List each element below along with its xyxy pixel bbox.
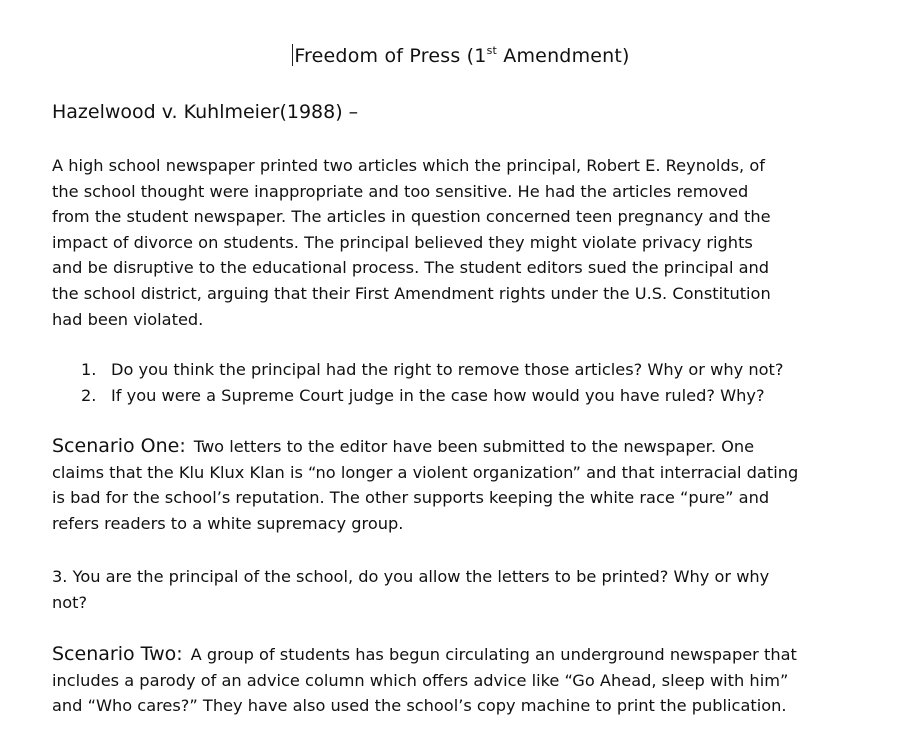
summary-line: the school district, arguing that their First Amendment rights under the U.S. Constitution	[52, 283, 771, 303]
question-text: If you were a Supreme Court judge in the case how would you have ruled? Why?	[111, 385, 765, 405]
scenario-line: includes a parody of an advice column which offers advice like “Go Ahead, sleep with him”	[52, 670, 789, 690]
summary-line: from the student newspaper. The articles in question concerned teen pregnancy and the	[52, 207, 771, 227]
title-main: Freedom of Press (1	[294, 45, 487, 67]
summary-line: A high school newspaper printed two articles which the principal, Robert E. Reynolds, of	[52, 156, 765, 175]
scenario-one-first-line	[52, 434, 852, 460]
title-superscript: st	[486, 44, 498, 57]
summary-line: impact of divorce on students. The principal believed they might violate privacy rights	[52, 232, 753, 252]
question-number: 2.	[81, 385, 97, 405]
question-three	[52, 564, 852, 615]
scenario-two-label: Scenario Two:	[52, 643, 183, 665]
summary-line: the school thought were inappropriate and too sensitive. He had the articles removed	[52, 181, 749, 201]
scenario-line: refers readers to a white supremacy group.	[52, 513, 404, 533]
summary-line: and be disruptive to the educational process. The student editors sued the principal and	[52, 258, 770, 278]
scenario-one-label: Scenario One:	[52, 435, 186, 457]
question-number: 1.	[81, 360, 97, 379]
summary-line: had been violated.	[52, 309, 204, 329]
scenario-line: A group of students has begun circulating an underground newspaper that	[190, 645, 797, 664]
question-three-line: 3. You are the principal of the school, do you allow the letters to be printed? Why or why	[52, 567, 770, 586]
scenario-line: and “Who cares?” They have also used the school’s copy machine to print the publication.	[52, 696, 787, 716]
document-title	[0, 44, 922, 67]
scenario-one	[52, 434, 852, 536]
question-text: Do you think the principal had the right to remove those articles? Why or why not?	[111, 360, 784, 379]
scenario-two	[52, 642, 852, 719]
scenario-two-first-line	[52, 642, 852, 668]
scenario-line: claims that the Klu Klux Klan is “no longer a violent organization” and that interracial dating	[52, 462, 799, 482]
question-item	[81, 357, 783, 383]
question-item	[81, 383, 783, 409]
title-suffix: Amendment)	[497, 45, 630, 67]
case-heading: Hazelwood v. Kuhlmeier(1988) –	[52, 101, 359, 123]
question-list	[81, 357, 783, 408]
question-three-line: not?	[52, 592, 88, 612]
case-summary	[52, 153, 852, 332]
scenario-line: Two letters to the editor have been submitted to the newspaper. One	[193, 437, 755, 456]
scenario-line: is bad for the school’s reputation. The other supports keeping the white race “pure” and	[52, 488, 770, 508]
